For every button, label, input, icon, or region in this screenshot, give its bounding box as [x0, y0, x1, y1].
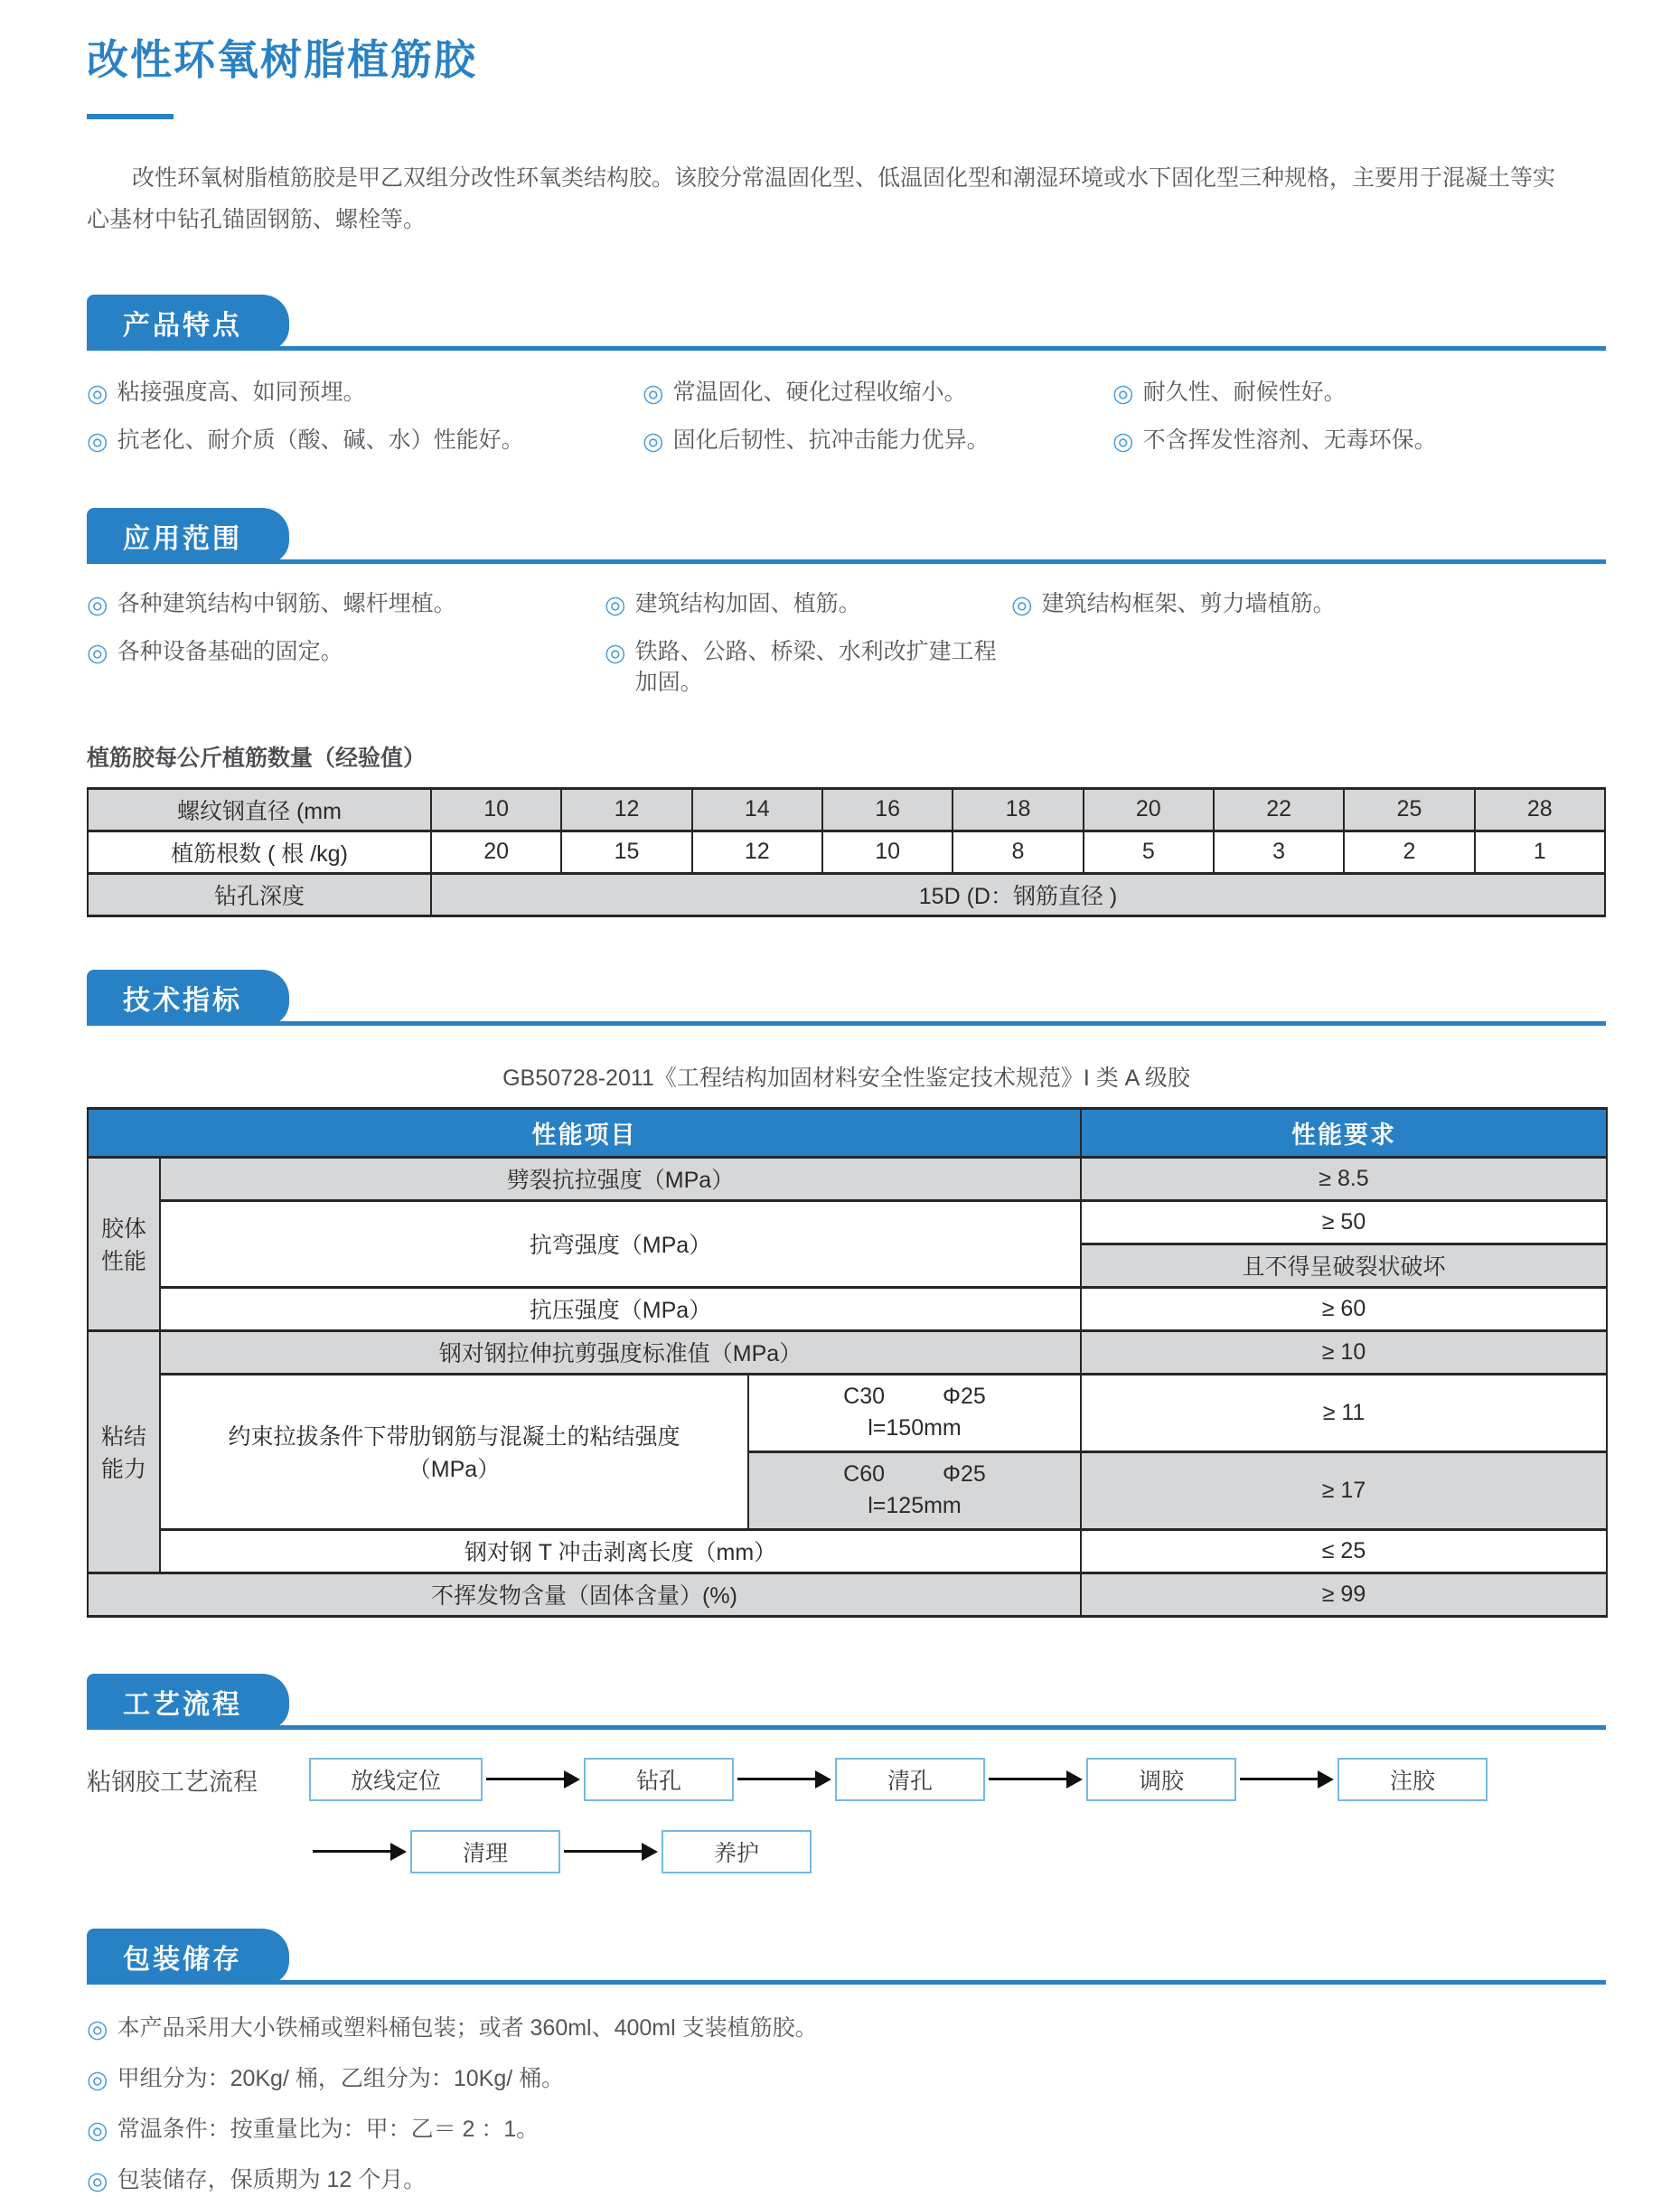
bullet-icon: ◎	[87, 2116, 108, 2144]
packaging-list	[87, 2014, 1606, 2197]
section-packaging-header	[87, 1925, 1606, 1985]
rebar-table	[87, 787, 1606, 917]
table-cell: 18	[953, 788, 1083, 831]
row-header: 植筋根数 ( 根 /kg)	[88, 831, 431, 873]
table-cell: 且不得呈破裂状破坏	[1081, 1244, 1607, 1287]
bullet-icon: ◎	[643, 380, 664, 407]
flow-arrow-icon	[483, 1770, 584, 1789]
bullet-icon: ◎	[87, 639, 108, 667]
process-banner: 工艺流程	[87, 1674, 289, 1730]
table-cell: ≥ 10	[1081, 1330, 1607, 1374]
table-cell: 16	[822, 788, 953, 831]
tech-table	[87, 1107, 1608, 1618]
column-header: 性能要求	[1081, 1108, 1607, 1157]
row-header: 钻孔深度	[88, 873, 431, 915]
section-applications-header	[87, 504, 1606, 564]
table-cell	[160, 1374, 748, 1529]
tech-standard-caption: GB50728-2011《工程结构加固材料安全性鉴定技术规范》I 类 A 级胶	[502, 1065, 1190, 1091]
list-item: ◎ 常温条件：按重量比为：甲：乙＝ 2 ：1。	[87, 2115, 1606, 2146]
bullet-icon: ◎	[87, 427, 108, 455]
list-item: ◎ 本产品采用大小铁桶或塑料桶包装；或者 360ml、400ml 支装植筋胶。	[87, 2014, 1606, 2045]
table-cell: 8	[953, 831, 1083, 873]
bullet-icon: ◎	[87, 591, 108, 619]
page-title: 改性环氧树脂植筋胶	[87, 36, 477, 83]
table-cell: ≥ 17	[1081, 1451, 1607, 1529]
table-cell: 20	[1084, 788, 1214, 831]
applications-list	[87, 589, 1606, 699]
flow-arrow-icon	[985, 1770, 1086, 1789]
flow-arrow-icon	[309, 1843, 410, 1861]
flow-row-1	[309, 1757, 1606, 1802]
document-page	[87, 0, 1606, 2197]
bullet-icon: ◎	[1112, 427, 1134, 455]
bullet-icon: ◎	[643, 427, 664, 455]
list-item: ◎ 建筑结构加固、植筋。	[605, 589, 1011, 621]
list-item: ◎ 各种建筑结构中钢筋、螺杆埋植。	[87, 589, 605, 621]
bullet-icon: ◎	[87, 2014, 108, 2042]
flow-step: 调胶	[1086, 1758, 1236, 1801]
flow-step: 注胶	[1337, 1758, 1488, 1801]
table-cell: 10	[431, 788, 561, 831]
group-header: 粘结能力	[88, 1330, 160, 1573]
table-cell: 12	[561, 788, 691, 831]
table-cell: ≤ 25	[1081, 1529, 1607, 1573]
cell-line: （MPa）	[408, 1457, 501, 1483]
table-cell: 28	[1475, 788, 1605, 831]
flow-arrow-icon	[734, 1770, 835, 1789]
list-item: ◎ 甲组分为：20Kg/ 桶，乙组分为：10Kg/ 桶。	[87, 2064, 1606, 2096]
flow-step: 钻孔	[584, 1758, 734, 1801]
bullet-icon: ◎	[87, 2065, 108, 2093]
flow-step: 放线定位	[309, 1758, 483, 1801]
table-row	[88, 1529, 1607, 1573]
section-features-header	[87, 291, 1606, 351]
table-row	[88, 831, 1605, 873]
bullet-icon: ◎	[605, 591, 626, 619]
bullet-icon: ◎	[1112, 380, 1134, 407]
table-row	[88, 873, 1605, 915]
table-row	[88, 1287, 1607, 1330]
merged-cell: 15D (D：钢筋直径 )	[431, 873, 1605, 915]
flow-arrow-icon	[560, 1843, 662, 1861]
list-item: ◎ 耐久性、耐候性好。	[1112, 378, 1606, 409]
rebar-table-title: 植筋胶每公斤植筋数量（经验值）	[87, 745, 427, 771]
bullet-icon: ◎	[87, 380, 108, 407]
table-row	[88, 788, 1605, 831]
list-item: ◎ 铁路、公路、桥梁、水利改扩建工程加固。	[605, 639, 997, 696]
list-item: ◎ 固化后韧性、抗冲击能力优异。	[643, 426, 1112, 457]
table-cell: ≥ 99	[1081, 1573, 1607, 1616]
bullet-icon: ◎	[87, 2167, 108, 2195]
table-cell: 抗弯强度（MPa）	[160, 1200, 1081, 1287]
cell-line: 约束拉拔条件下带肋钢筋与混凝土的粘结强度	[228, 1424, 680, 1451]
group-header: 胶体性能	[88, 1157, 160, 1330]
table-header-row	[88, 1108, 1607, 1157]
tech-banner: 技术指标	[87, 970, 289, 1026]
list-item: ◎ 常温固化、硬化过程收缩小。	[643, 378, 1112, 409]
table-cell: ≥ 8.5	[1081, 1157, 1607, 1200]
applications-banner: 应用范围	[87, 508, 289, 564]
table-cell: 25	[1344, 788, 1474, 831]
list-item: ◎ 不含挥发性溶剂、无毒环保。	[1112, 426, 1606, 457]
process-flow	[87, 1757, 1606, 1874]
flow-arrow-icon	[1236, 1770, 1337, 1789]
condition-cell: C30 Φ25 l=150mm	[748, 1374, 1081, 1451]
list-item: ◎ 包装储存，保质期为 12 个月。	[87, 2165, 1606, 2197]
list-item: ◎ 粘接强度高、如同预埋。	[87, 378, 643, 409]
table-cell: 钢对钢 T 冲击剥离长度（mm）	[160, 1529, 1081, 1573]
section-process-header	[87, 1670, 1606, 1730]
table-cell: ≥ 50	[1081, 1200, 1607, 1244]
intro-paragraph: 改性环氧树脂植筋胶是甲乙双组分改性环氧类结构胶。该胶分常温固化型、低温固化型和潮湿环境或水下固化型三种规格，主要用于混凝土等实心基材中钻孔锚固钢筋、螺栓等。	[87, 165, 1556, 232]
table-cell: ≥ 11	[1081, 1374, 1607, 1451]
table-row	[88, 1200, 1607, 1244]
flow-step: 清理	[410, 1830, 560, 1873]
table-cell: 10	[822, 831, 953, 873]
table-cell: 劈裂抗拉强度（MPa）	[160, 1157, 1081, 1200]
bullet-icon: ◎	[605, 639, 626, 667]
table-cell: 抗压强度（MPa）	[160, 1287, 1081, 1330]
table-row	[88, 1157, 1607, 1200]
list-item: ◎ 各种设备基础的固定。	[87, 637, 605, 699]
flow-step: 清孔	[835, 1758, 985, 1801]
table-cell: 20	[431, 831, 561, 873]
row-header: 螺纹钢直径 (mm	[88, 788, 431, 831]
table-cell: 15	[561, 831, 691, 873]
table-cell: 1	[1475, 831, 1605, 873]
list-item: ◎ 建筑结构框架、剪力墙植筋。	[1011, 589, 1606, 621]
packaging-banner: 包装储存	[87, 1929, 289, 1985]
table-cell: ≥ 60	[1081, 1287, 1607, 1330]
table-cell: 14	[692, 788, 822, 831]
table-cell: 3	[1214, 831, 1344, 873]
flow-row-2	[309, 1829, 1606, 1874]
flow-subtitle: 粘钢胶工艺流程	[87, 1768, 258, 1796]
table-row	[88, 1374, 1607, 1451]
flow-step: 养护	[662, 1830, 812, 1873]
features-banner: 产品特点	[87, 295, 289, 351]
table-row	[88, 1330, 1607, 1374]
list-item: ◎ 抗老化、耐介质（酸、碱、水）性能好。	[87, 426, 643, 457]
title-underline	[87, 114, 174, 119]
table-cell: 5	[1084, 831, 1214, 873]
column-header: 性能项目	[88, 1108, 1081, 1157]
table-cell: 22	[1214, 788, 1344, 831]
table-cell: 12	[692, 831, 822, 873]
condition-cell: C60 Φ25 l=125mm	[748, 1451, 1081, 1529]
features-list	[87, 378, 1606, 457]
table-cell: 2	[1344, 831, 1474, 873]
bullet-icon: ◎	[1011, 591, 1033, 619]
section-tech-header	[87, 966, 1606, 1026]
table-row	[88, 1573, 1607, 1616]
table-cell: 钢对钢拉伸抗剪强度标准值（MPa）	[160, 1330, 1081, 1374]
table-cell: 不挥发物含量（固体含量）(%)	[88, 1573, 1081, 1616]
